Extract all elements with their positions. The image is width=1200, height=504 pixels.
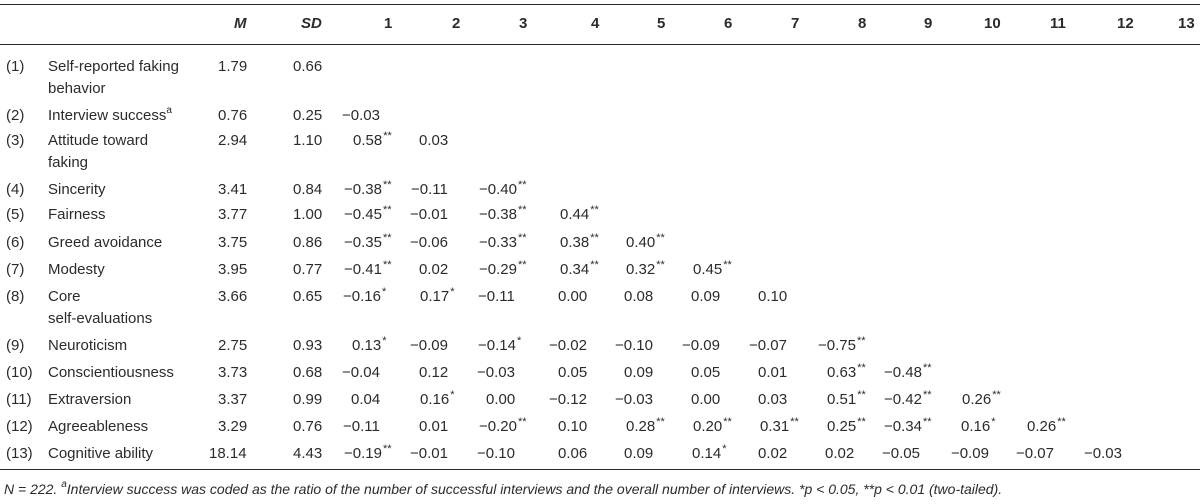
row-label-line: Conscientiousness	[48, 364, 174, 381]
correlation-cell: 0.32**	[626, 259, 665, 278]
correlation-cell: −0.01	[410, 445, 448, 462]
correlation-cell: 0.28**	[626, 416, 665, 435]
correlation-cell: 0.14*	[692, 443, 727, 462]
sd-cell: 0.86	[293, 234, 323, 251]
note-sample-size: N = 222.	[4, 481, 62, 497]
row-label	[48, 56, 179, 100]
row-label	[48, 335, 127, 357]
correlation-cell: −0.40**	[479, 179, 527, 198]
correlation-cell: −0.75**	[818, 335, 866, 354]
correlation-cell: 0.04	[351, 391, 381, 408]
row-label	[48, 179, 106, 201]
column-header: M	[234, 15, 247, 32]
table-note	[4, 481, 1002, 497]
correlation-cell: 0.05	[558, 364, 588, 381]
correlation-cell: 0.03	[758, 391, 788, 408]
mean-cell: 3.41	[218, 181, 248, 198]
note-text: Interview success was coded as the ratio of the number of successful interviews and the overall number of interviews. *p < 0.05, **p < 0.01 (two-tailed).	[66, 481, 1003, 497]
row-label	[48, 443, 153, 465]
mean-cell: 2.94	[218, 132, 248, 149]
correlation-cell: −0.11	[343, 418, 380, 435]
mean-cell: 3.73	[218, 364, 248, 381]
row-label	[48, 130, 148, 174]
row-number: (6)	[6, 234, 25, 251]
column-header: 8	[858, 15, 867, 32]
column-header: 9	[924, 15, 933, 32]
row-label-line: Agreeableness	[48, 418, 149, 435]
column-header: 1	[384, 15, 393, 32]
correlation-cell: 0.09	[624, 445, 654, 462]
row-label-line: Cognitive ability	[48, 445, 154, 462]
row-number: (8)	[6, 288, 25, 305]
sd-cell: 0.76	[293, 418, 323, 435]
column-header: 10	[984, 15, 1001, 32]
column-header: 2	[452, 15, 461, 32]
correlation-cell: 0.09	[624, 364, 654, 381]
row-label	[48, 204, 106, 226]
correlation-cell: 0.06	[558, 445, 588, 462]
correlation-cell: −0.16*	[343, 286, 387, 305]
correlation-cell: 0.34**	[560, 259, 599, 278]
correlation-cell: −0.10	[615, 337, 653, 354]
correlation-cell: 0.38**	[560, 232, 599, 251]
correlation-cell: −0.05	[882, 445, 920, 462]
sd-cell: 0.68	[293, 364, 323, 381]
column-header: 11	[1050, 15, 1066, 32]
correlation-cell: −0.03	[477, 364, 515, 381]
row-number: (11)	[6, 391, 32, 408]
correlation-cell: 0.44**	[560, 204, 599, 223]
correlation-cell: 0.45**	[693, 259, 732, 278]
sd-cell: 0.65	[293, 288, 323, 305]
row-label-line: self-evaluations	[48, 310, 153, 327]
correlation-cell: −0.35**	[344, 232, 392, 251]
correlation-cell: 0.02	[419, 261, 449, 278]
column-header: 12	[1117, 15, 1134, 32]
sd-cell: 1.10	[293, 132, 323, 149]
correlation-cell: 0.03	[419, 132, 449, 149]
correlation-cell: 0.08	[624, 288, 654, 305]
correlation-cell: 0.02	[758, 445, 788, 462]
row-label-line: Neuroticism	[48, 337, 128, 354]
correlation-cell: −0.09	[951, 445, 989, 462]
row-number: (7)	[6, 261, 25, 278]
table-header-rule	[0, 44, 1200, 45]
correlation-cell: −0.34**	[884, 416, 932, 435]
row-number: (13)	[6, 445, 33, 462]
row-label-line: Extraversion	[48, 391, 132, 408]
note-superscript: a	[61, 479, 67, 491]
correlation-cell: −0.11	[411, 181, 448, 198]
mean-cell: 3.77	[218, 206, 248, 223]
correlation-cell: 0.26**	[962, 389, 1001, 408]
mean-cell: 3.29	[218, 418, 248, 435]
table-bottom-rule	[0, 469, 1200, 470]
column-header: 13	[1178, 15, 1195, 32]
correlation-cell: 0.10	[558, 418, 588, 435]
row-label-line: Attitude toward	[48, 132, 149, 149]
correlation-cell: 0.01	[419, 418, 449, 435]
row-number: (12)	[6, 418, 33, 435]
row-label-line: Sincerity	[48, 181, 106, 198]
correlation-cell: −0.07	[749, 337, 787, 354]
correlation-cell: −0.42**	[884, 389, 932, 408]
correlation-cell: 0.16*	[420, 389, 455, 408]
correlation-cell: −0.38**	[344, 179, 392, 198]
sd-cell: 1.00	[293, 206, 323, 223]
correlation-cell: −0.06	[410, 234, 448, 251]
correlation-cell: 0.01	[758, 364, 788, 381]
correlation-cell: −0.38**	[479, 204, 527, 223]
column-header: 5	[657, 15, 666, 32]
correlation-cell: 0.00	[486, 391, 516, 408]
mean-cell: 3.66	[218, 288, 248, 305]
row-number: (10)	[6, 364, 33, 381]
sd-cell: 0.84	[293, 181, 323, 198]
correlation-cell: −0.09	[410, 337, 448, 354]
row-label	[48, 389, 131, 411]
row-label-line: Core	[48, 288, 81, 305]
sd-cell: 0.77	[293, 261, 323, 278]
correlation-cell: 0.40**	[626, 232, 665, 251]
correlation-cell: −0.20**	[479, 416, 527, 435]
row-label-line: Modesty	[48, 261, 105, 278]
row-number: (5)	[6, 206, 25, 223]
row-number: (4)	[6, 181, 25, 198]
correlation-cell: −0.45**	[344, 204, 392, 223]
correlation-cell: 0.02	[825, 445, 855, 462]
row-label-line: Greed avoidance	[48, 234, 163, 251]
correlation-cell: −0.03	[615, 391, 653, 408]
sd-cell: 0.93	[293, 337, 323, 354]
row-label	[48, 286, 152, 330]
column-header: 6	[724, 15, 733, 32]
correlation-cell: −0.04	[342, 364, 380, 381]
mean-cell: 0.76	[218, 107, 248, 124]
correlation-cell: −0.41**	[344, 259, 392, 278]
correlation-cell: 0.13*	[352, 335, 387, 354]
sd-cell: 0.66	[293, 58, 323, 75]
column-header: 3	[519, 15, 528, 32]
column-header: 7	[791, 15, 800, 32]
table-top-rule	[0, 4, 1200, 5]
row-label-line: behavior	[48, 80, 106, 97]
correlation-cell: −0.09	[682, 337, 720, 354]
row-label	[48, 362, 174, 384]
correlation-cell: −0.33**	[479, 232, 527, 251]
mean-cell: 3.75	[218, 234, 248, 251]
correlation-cell: 0.58**	[353, 130, 392, 149]
correlation-cell: 0.05	[691, 364, 721, 381]
row-label-line: faking	[48, 154, 89, 171]
mean-cell: 3.95	[218, 261, 248, 278]
correlation-cell: −0.12	[549, 391, 587, 408]
correlation-cell: 0.26**	[1027, 416, 1066, 435]
correlation-cell: −0.01	[410, 206, 448, 223]
correlation-cell: −0.03	[342, 107, 380, 124]
row-label	[48, 259, 105, 281]
correlation-cell: −0.29**	[479, 259, 527, 278]
row-number: (3)	[6, 132, 25, 149]
row-number: (2)	[6, 107, 25, 124]
correlation-cell: 0.63**	[827, 362, 866, 381]
mean-cell: 18.14	[209, 445, 247, 462]
row-number: (1)	[6, 58, 25, 75]
row-label-line: Fairness	[48, 206, 106, 223]
correlation-cell: 0.25**	[827, 416, 866, 435]
correlation-cell: 0.00	[558, 288, 588, 305]
correlation-cell: 0.10	[758, 288, 788, 305]
row-label	[48, 416, 148, 438]
correlation-cell: −0.10	[477, 445, 515, 462]
correlation-cell: 0.16*	[961, 416, 996, 435]
correlation-cell: −0.19**	[344, 443, 392, 462]
mean-cell: 2.75	[218, 337, 248, 354]
row-label-line: Interview success$^a$	[48, 105, 172, 124]
row-label	[48, 232, 162, 254]
correlation-cell: 0.51**	[827, 389, 866, 408]
sd-cell: 4.43	[293, 445, 323, 462]
mean-cell: 1.79	[218, 58, 248, 75]
correlation-cell: −0.11	[478, 288, 515, 305]
correlation-cell: 0.09	[691, 288, 721, 305]
sd-cell: 0.99	[293, 391, 323, 408]
correlation-cell: 0.20**	[693, 416, 732, 435]
correlation-cell: 0.12	[419, 364, 449, 381]
label-superscript: a	[166, 105, 172, 116]
column-header: SD	[301, 15, 322, 32]
correlation-cell: −0.07	[1016, 445, 1054, 462]
correlation-cell: −0.02	[549, 337, 587, 354]
sd-cell: 0.25	[293, 107, 323, 124]
correlation-cell: 0.31**	[760, 416, 799, 435]
row-label	[48, 105, 172, 127]
correlation-cell: −0.48**	[884, 362, 932, 381]
column-header: 4	[591, 15, 600, 32]
correlation-cell: −0.14*	[478, 335, 522, 354]
row-number: (9)	[6, 337, 25, 354]
row-label-line: Self-reported faking	[48, 58, 179, 75]
correlation-cell: 0.17*	[420, 286, 455, 305]
correlation-cell: −0.03	[1084, 445, 1122, 462]
correlation-cell: 0.00	[691, 391, 721, 408]
mean-cell: 3.37	[218, 391, 248, 408]
